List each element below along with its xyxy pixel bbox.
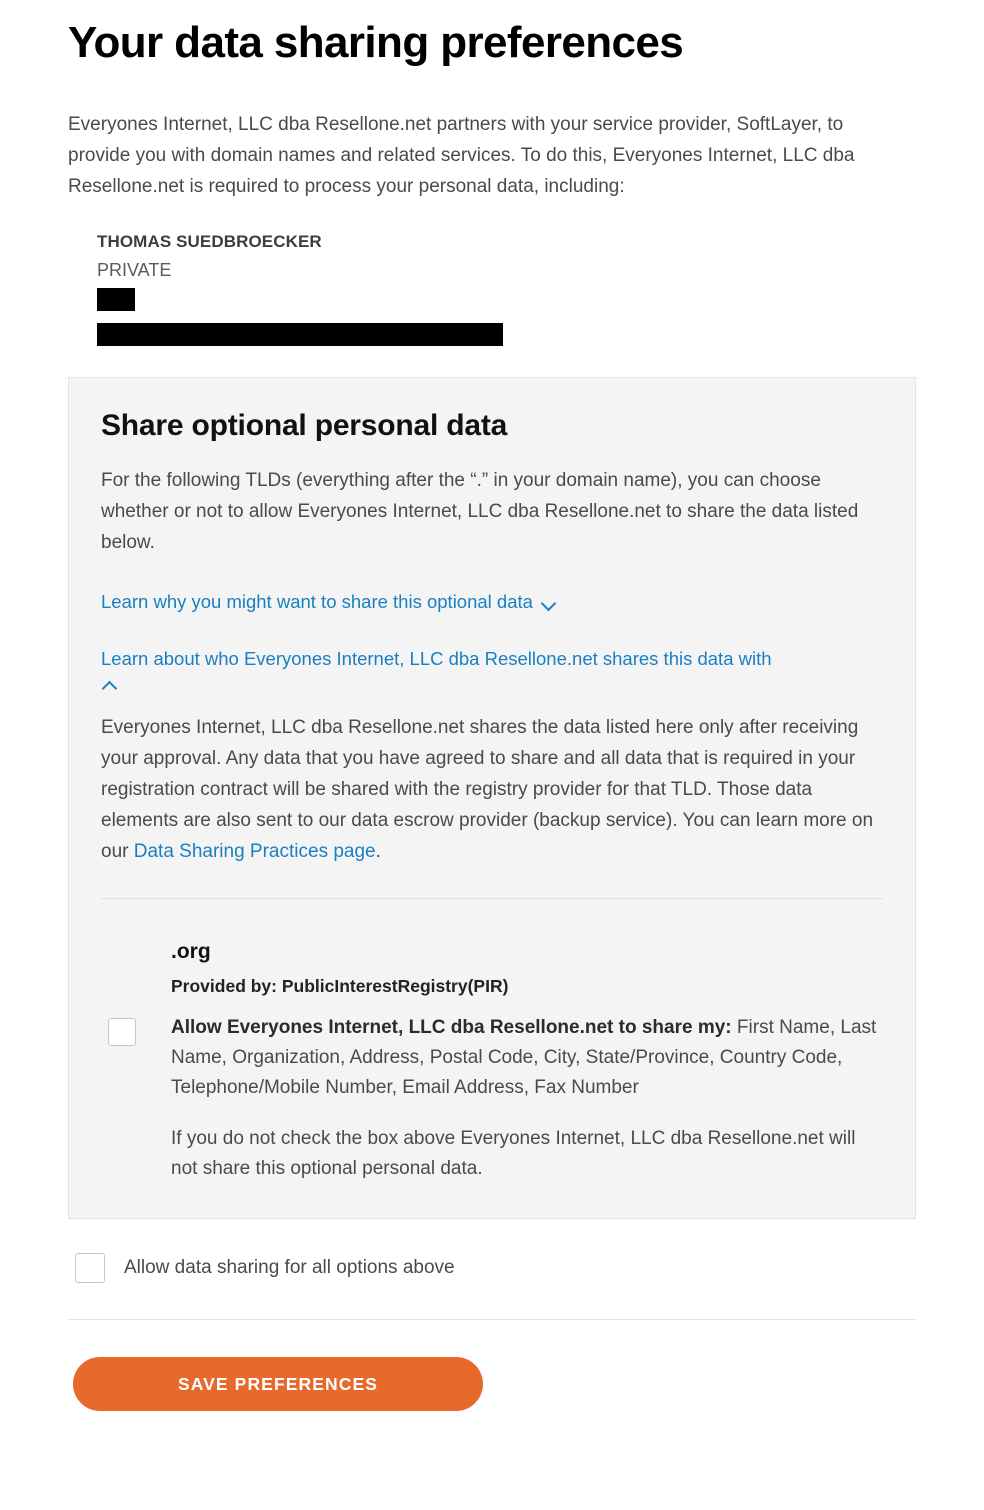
tld-consent-row <box>171 999 883 1103</box>
allow-all-row <box>68 1219 916 1283</box>
tld-consent-checkbox[interactable] <box>108 1018 136 1046</box>
panel-title: Share optional personal data <box>101 408 508 442</box>
disclosure-who-shares-label: Learn about who Everyones Internet, LLC dba Resellone.net shares this data with <box>101 647 772 669</box>
redacted-bar-short <box>97 288 135 311</box>
disclosure-why-share-toggle[interactable] <box>101 558 883 617</box>
tld-name: .org <box>171 939 211 963</box>
customer-organization: PRIVATE <box>97 259 172 280</box>
intro-paragraph: Everyones Internet, LLC dba Resellone.net partners with your service provider, SoftLayer, to provide you with domain names and related services. To do this, Everyones Internet, LLC dba Resellone.net is required to process your personal data, including: <box>68 113 855 197</box>
tld-section-org <box>101 907 883 1184</box>
disclosure-who-shares-toggle[interactable] <box>101 617 883 689</box>
customer-details-block <box>68 202 916 346</box>
allow-all-label: Allow data sharing for all options above <box>124 1256 455 1278</box>
tld-consent-fields: First Name, Last Name, Organization, Address, Postal Code, City, State/Province, Country Code, Telephone/Mobile Number, Email Address, Fax Number <box>171 1016 877 1098</box>
chevron-down-icon <box>542 598 557 607</box>
chevron-up-icon <box>103 680 118 689</box>
tld-consent-text <box>171 1013 883 1103</box>
allow-all-checkbox[interactable] <box>75 1253 105 1283</box>
share-optional-data-panel <box>68 377 916 1219</box>
data-sharing-practices-link[interactable]: Data Sharing Practices page <box>133 840 376 862</box>
disclosure-who-shares-body <box>101 689 883 867</box>
tld-consent-note: If you do not check the box above Everyones Internet, LLC dba Resellone.net will not share this optional personal data. <box>171 1127 856 1179</box>
save-preferences-button[interactable]: SAVE PREFERENCES <box>73 1357 483 1411</box>
customer-name: THOMAS SUEDBROECKER <box>97 231 322 251</box>
save-button-container <box>68 1328 916 1411</box>
panel-divider <box>101 898 883 899</box>
disclosure-body-suffix: . <box>375 840 381 862</box>
redacted-bar-long <box>97 323 503 346</box>
disclosure-why-share-label: Learn why you might want to share this optional data <box>101 590 533 612</box>
disclosure-body-text: Everyones Internet, LLC dba Resellone.net shares the data listed here only after receiving your approval. Any data that you have agreed to share and all data that is required in your registration contract will be shared with the registry provider for that TLD. Those data elements are also sent to our data escrow provider (backup service). You can learn more on our <box>101 716 874 862</box>
panel-description: For the following TLDs (everything after the “.” in your domain name), you can choose whether or not to allow Everyones Internet, LLC dba Resellone.net to share the data listed below. <box>101 469 859 553</box>
tld-consent-lead: Allow Everyones Internet, LLC dba Resellone.net to share my: <box>171 1016 732 1038</box>
page-title: Your data sharing preferences <box>68 18 684 67</box>
bottom-divider <box>68 1319 916 1320</box>
tld-provider: Provided by: PublicInterestRegistry(PIR) <box>171 975 509 996</box>
